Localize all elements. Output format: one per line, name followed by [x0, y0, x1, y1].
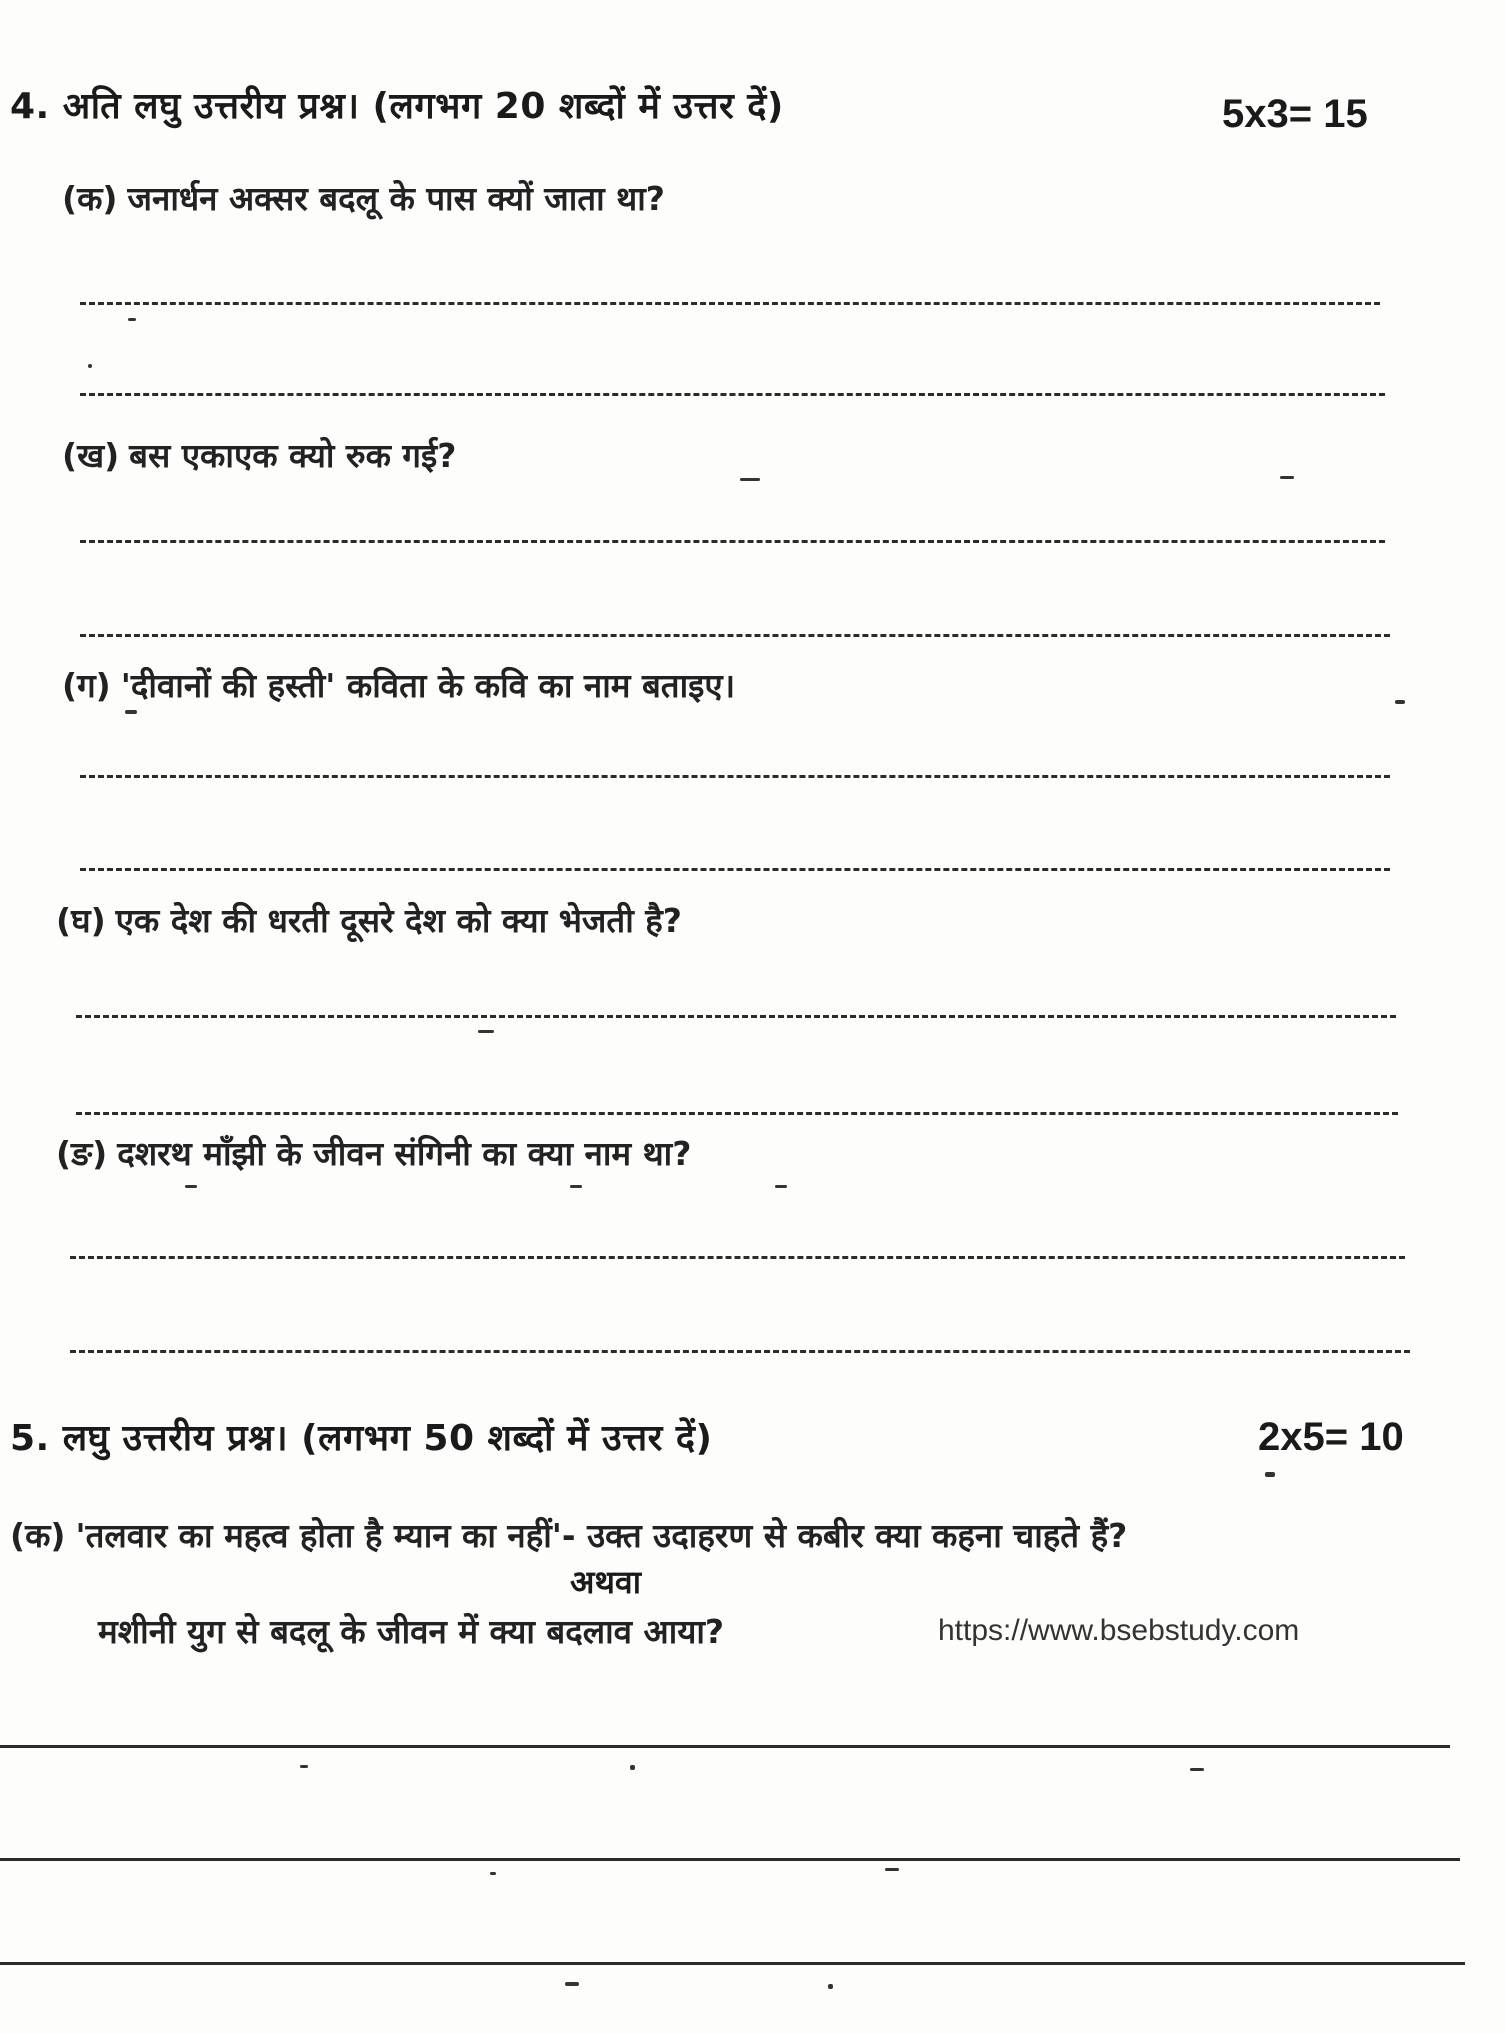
question-label: (घ) [56, 901, 106, 940]
scan-speck [630, 1765, 635, 1770]
section-4-marks: 5x3= 15 [1222, 92, 1368, 136]
scan-speck [1190, 1768, 1204, 1771]
or-label: अथवा [570, 1563, 641, 1601]
source-url[interactable]: https://www.bsebstudy.com [938, 1614, 1300, 1647]
question-nga [56, 1130, 691, 1175]
scan-speck [885, 1868, 899, 1871]
answer-line [80, 540, 1385, 543]
scan-speck [570, 1185, 582, 1188]
answer-line [80, 775, 1390, 778]
scan-speck [565, 1982, 579, 1986]
question-text: जनार्धन अक्सर बदलू के पास क्यों जाता था? [127, 179, 665, 218]
section-5-marks: 2x5= 10 [1258, 1415, 1404, 1459]
question-5-ka [10, 1512, 1127, 1557]
scan-speck [740, 478, 760, 481]
scan-speck [88, 364, 92, 368]
scan-speck [828, 1984, 833, 1989]
answer-line [0, 1858, 1460, 1861]
answer-line [76, 1112, 1398, 1115]
scan-speck [775, 1185, 787, 1188]
question-text: 'दीवानों की हस्ती' कविता के कवि का नाम बताइए। [120, 666, 736, 705]
question-label: (ङ) [56, 1134, 108, 1173]
answer-line [70, 1256, 1405, 1259]
scan-speck [125, 710, 137, 714]
scan-speck [490, 1872, 496, 1875]
scan-speck [478, 1030, 494, 1033]
answer-line [80, 868, 1390, 871]
scan-speck [128, 318, 136, 321]
question-kha [62, 432, 456, 477]
question-ga [62, 662, 735, 707]
question-label: (ग) [62, 666, 111, 705]
question-text: दशरथ माँझी के जीवन संगिनी का क्या नाम था? [117, 1134, 692, 1173]
answer-line [0, 1745, 1450, 1748]
scan-speck [300, 1765, 308, 1768]
question-label: (क) [62, 179, 118, 218]
question-text: मशीनी युग से बदलू के जीवन में क्या बदलाव आया? [98, 1612, 725, 1651]
question-gha [56, 897, 682, 942]
scan-speck [1265, 1472, 1275, 1477]
scan-speck [185, 1185, 197, 1188]
alternate-question [98, 1608, 724, 1653]
question-text: बस एकाएक क्यो रुक गई? [129, 436, 457, 475]
answer-line [80, 302, 1380, 305]
answer-line [70, 1350, 1410, 1353]
section-5-heading: 5. लघु उत्तरीय प्रश्न। (लगभग 50 शब्दों में उत्तर दें) [10, 1418, 713, 1459]
section-4-heading: 4. अति लघु उत्तरीय प्रश्न। (लगभग 20 शब्दों में उत्तर दें) [10, 86, 784, 127]
answer-line [76, 1015, 1396, 1018]
question-text: 'तलवार का महत्व होता है म्यान का नहीं'- उक्त उदाहरण से कबीर क्या कहना चाहते हैं? [75, 1516, 1128, 1555]
answer-line [80, 393, 1385, 396]
question-text: एक देश की धरती दूसरे देश को क्या भेजती है? [115, 901, 682, 940]
scan-speck [1280, 476, 1294, 479]
answer-line [0, 1962, 1465, 1965]
question-label: (क) [10, 1516, 66, 1555]
question-ka [62, 175, 665, 220]
answer-line [80, 634, 1390, 637]
scan-speck [1395, 700, 1405, 704]
question-label: (ख) [62, 436, 120, 475]
